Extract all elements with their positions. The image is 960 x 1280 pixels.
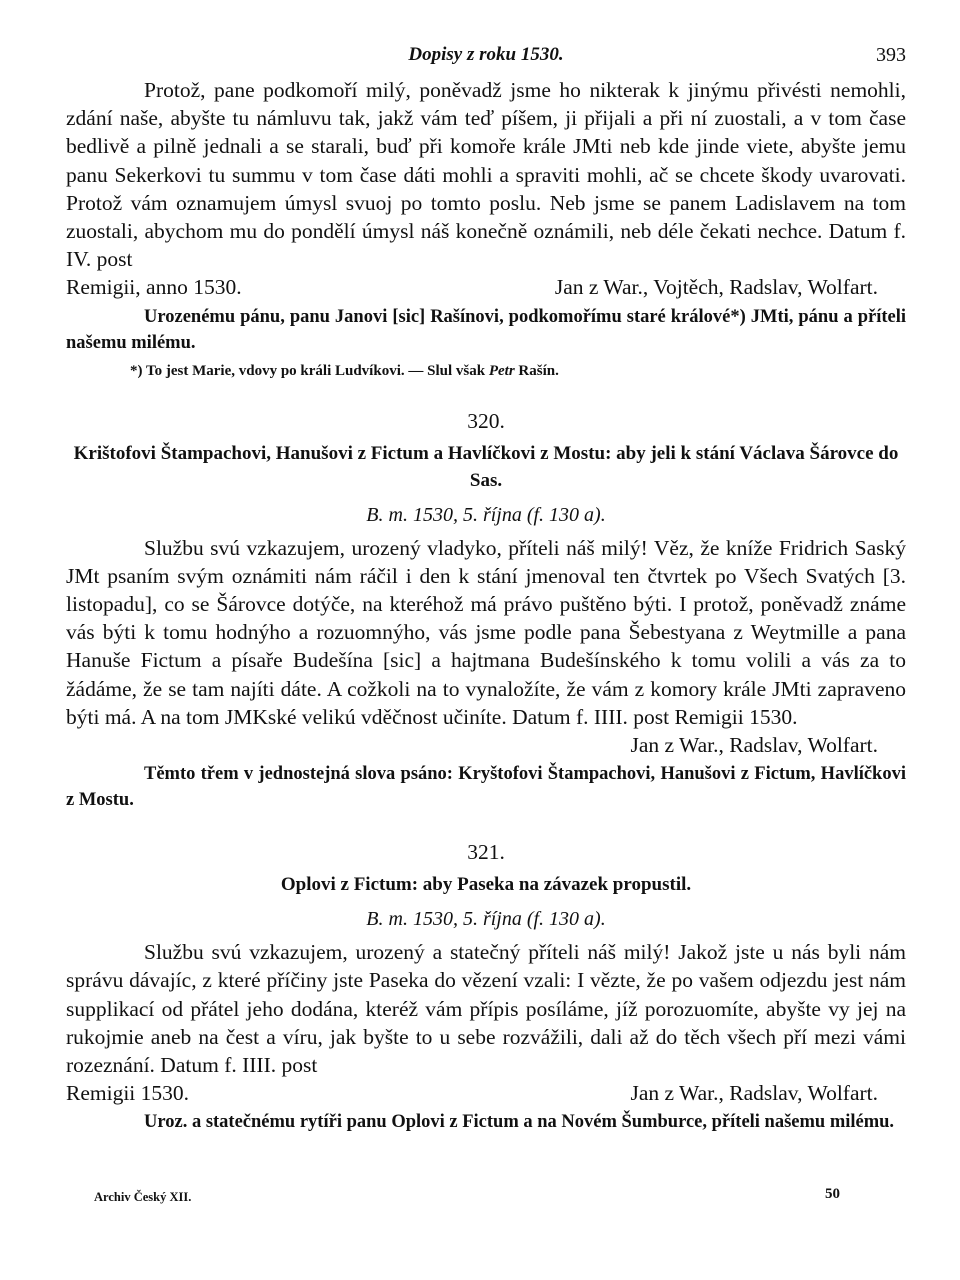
running-head [66,40,906,76]
letter-summary: Krištofovi Štampachovi, Hanušovi z Fictum a Havlíčkovi z Mostu: aby jeli k stání Václava Šárovce do Sas. [73,442,899,491]
letter-date: B. m. 1530, 5. října (f. 130 a). [366,908,606,931]
letter-paragraph: Službu svú vzkazujem, urozený vladyko, příteli náš milý! Věz, že kníže Fridrich Saský JMt psaním svým oznámiti nám ráčil i den k stání jmenoval ten čtvrtek po Všech Svatých [3. listopadu], co se Šárovce dotýče, na kteréhož má právo puštěno býti. I protož, poněvadž známe vás býti k tomu hodnýho a rozuomnýho, vás jsme podle pana Šebestyana z Weytmille a pana Hanuše Fictum a písaře Budešína [sic] a hajtmana Budešínského k tomu volili a vás za to žádáme, že se tam najíti dáte. A cožkoli na to vynaložíte, že vám z komory krále JMti zapraveno býti má. A na tom JMKské velikú vděčnost učiníte. Datum f. IIII. post Remigii 1530. [66,535,906,729]
letter-signature: Jan z War., Radslav, Wolfart. [630,733,878,758]
letter-date: B. m. 1530, 5. října (f. 130 a). [366,503,606,526]
continuation-paragraph: Protož, pane podkomoří milý, poněvadž jsme ho nikterak k jinýmu přivésti nemohli, zdání naše, abyšte tu námluvu tak, jakž vám teď píšem, ji přijali a při ní zuostali, a v tom čase bedlivě a pilně jednali a se starali, buď při komoře krále JMti neb kde jinde viete, abyšte jemu panu Sekerkovi tu summu v tom čase dáti mohli a spraviti mohli, ač se chcete škody uvarovati. Protož vám oznamujem úmysl svuoj po tomto poslu. Neb jsme se panem Ladislavem na tom zuostali, abychom mu do pondělí úmysl náš konečně oznámili, neb déle čekati nechce. Datum f. IV. post [66,78,906,272]
address-line: Urozenému pánu, panu Janovi [sic] Rašínovi, podkomořímu staré králové*) JMti, pánu a příteli našemu milému. [66,306,906,353]
letter-paragraph: Službu svú vzkazujem, urozený a statečný příteli náš milý! Jakož jste u nás byli nám správu dávajíc, z které příčiny jste Paseka do vězení vzali: I vězte, že po vašem odjezdu jest nám supplikací od přátel jeho dodána, kteréž vám přípis posíláme, jíž porozuomíte, abyšte vy jej na rukojmie aneb na čest a víru, jak byšte to u sebe rozvážili, dali až do těch všech pří mezi vámi rozeznání. Datum f. IIII. post [66,940,906,1078]
letter-continuation [66,76,906,382]
letter-number: 321. [467,840,505,865]
running-title: Dopisy z roku 1530. [408,44,564,65]
closing-signatures: Jan z War., Vojtěch, Radslav, Wolfart. [554,275,878,300]
footnote-text: *) To jest Marie, vdovy po králi Ludvíkovi. — Slul však [130,362,489,379]
continuation-closing [66,273,906,301]
address-line: Uroz. a statečnému rytíři panu Oplovi z Fictum a na Novém Šumburce, příteli našemu milému. [144,1112,895,1133]
letter-320 [66,406,906,814]
letter-closing [66,1079,906,1107]
book-page [66,40,906,1135]
closing-date: Remigii, anno 1530. [66,275,242,300]
footer-collection: Archiv Český XII. [94,1190,192,1204]
letter-note: Těmto třem v jednostejná slova psáno: Kryštofovi Štampachovi, Hanušovi z Fictum, Havlíčkovi z Mostu. [66,764,906,811]
closing-signatures: Jan z War., Radslav, Wolfart. [630,1081,878,1106]
letter-number: 320. [467,408,505,433]
letter-321 [66,837,906,1135]
letter-summary: Oplovi z Fictum: aby Paseka na závazek propustil. [280,874,692,896]
page-number: 393 [876,44,906,66]
footnote-italic: Petr [488,362,515,379]
footnote-end: Rašín. [514,362,559,379]
closing-date: Remigii 1530. [66,1081,190,1106]
page-footer [94,1186,840,1210]
signature-mark: 50 [825,1186,840,1202]
footnote [66,360,906,382]
